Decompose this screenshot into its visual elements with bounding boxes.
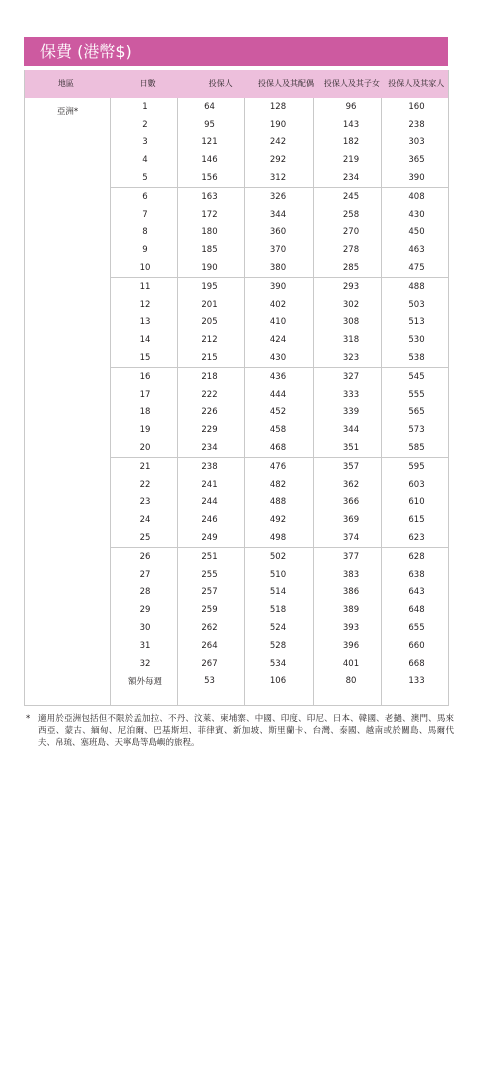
cell-insured: 264 <box>201 640 218 651</box>
cell-insured-children: 96 <box>345 101 357 112</box>
cell-days: 8 <box>142 227 148 238</box>
header-days: 日數 <box>139 79 156 88</box>
cell-insured-spouse: 514 <box>269 587 287 598</box>
cell-days: 20 <box>139 443 151 454</box>
cell-days: 24 <box>139 515 151 526</box>
cell-insured-spouse: 502 <box>269 551 287 562</box>
cell-days: 25 <box>139 533 151 544</box>
table-row <box>110 619 448 637</box>
cell-insured-children: 258 <box>342 209 360 220</box>
table-row <box>110 188 448 206</box>
cell-insured-family: 430 <box>408 209 425 220</box>
cell-insured-spouse: 524 <box>269 623 287 633</box>
cell-insured-children: 245 <box>342 191 360 202</box>
cell-insured: 180 <box>201 227 218 238</box>
table-row <box>110 331 448 349</box>
cell-days: 4 <box>142 155 148 166</box>
cell-insured: 251 <box>201 551 218 562</box>
cell-days: 18 <box>139 407 151 418</box>
cell-insured: 190 <box>201 263 218 274</box>
cell-days: 13 <box>139 317 151 328</box>
cell-insured: 262 <box>201 623 218 633</box>
table-row <box>110 655 448 673</box>
cell-days: 15 <box>139 353 151 364</box>
cell-insured-spouse: 492 <box>269 515 287 526</box>
cell-insured-children: 143 <box>342 119 360 130</box>
cell-insured-family: 615 <box>408 515 425 526</box>
cell-days: 1 <box>142 101 148 112</box>
cell-insured-family: 160 <box>408 101 425 112</box>
cell-insured: 234 <box>201 443 218 454</box>
cell-days: 26 <box>139 551 151 562</box>
cell-insured-spouse: 390 <box>269 281 287 292</box>
table-row <box>110 584 448 602</box>
cell-insured: 229 <box>201 425 218 436</box>
cell-insured-spouse: 326 <box>269 191 287 202</box>
cell-insured-children: 401 <box>342 658 360 669</box>
header-insured: 投保人 <box>208 79 233 88</box>
cell-insured-spouse: 488 <box>269 497 287 508</box>
table-row <box>110 458 448 476</box>
cell-insured-spouse: 424 <box>269 335 287 346</box>
table-row <box>110 439 448 457</box>
cell-insured: 249 <box>201 533 218 544</box>
table-row <box>110 566 448 584</box>
cell-insured-family: 623 <box>408 533 425 544</box>
table-row <box>110 241 448 259</box>
cell-insured-children: 396 <box>342 640 360 651</box>
table-row <box>110 169 448 187</box>
cell-days: 21 <box>139 461 151 472</box>
cell-insured-family: 513 <box>408 317 425 328</box>
table-row <box>110 151 448 169</box>
cell-insured-family: 303 <box>408 137 425 148</box>
cell-insured-family: 643 <box>408 587 425 598</box>
page-title: 保費 (港幣$) <box>24 37 448 66</box>
cell-insured: 64 <box>204 101 215 112</box>
cell-insured-children: 80 <box>345 676 357 687</box>
cell-days: 31 <box>139 640 151 651</box>
cell-insured: 244 <box>201 497 218 508</box>
cell-insured: 257 <box>201 587 218 598</box>
cell-days: 額外每週 <box>127 677 162 688</box>
cell-insured-family: 530 <box>408 335 425 346</box>
cell-insured-spouse: 458 <box>269 425 287 436</box>
cell-insured-spouse: 190 <box>269 119 287 130</box>
cell-insured-children: 362 <box>342 479 360 490</box>
cell-insured-spouse: 482 <box>269 479 287 490</box>
table-row <box>110 673 448 691</box>
cell-insured-spouse: 106 <box>269 676 287 687</box>
cell-insured-children: 357 <box>342 461 360 472</box>
cell-days: 19 <box>139 425 151 436</box>
table-row <box>110 98 448 116</box>
cell-insured-spouse: 402 <box>269 299 287 310</box>
table-row <box>110 278 448 296</box>
cell-insured-family: 503 <box>408 299 425 310</box>
header-region: 地區 <box>57 79 74 88</box>
cell-insured-spouse: 452 <box>269 407 287 418</box>
cell-insured-family: 565 <box>408 407 425 418</box>
table-row <box>110 476 448 494</box>
cell-insured: 163 <box>201 191 218 202</box>
cell-days: 29 <box>139 605 151 616</box>
cell-days: 6 <box>142 191 148 202</box>
cell-days: 2 <box>142 119 148 130</box>
cell-days: 14 <box>139 335 151 346</box>
cell-insured-spouse: 444 <box>269 389 287 400</box>
cell-insured: 222 <box>201 389 218 400</box>
cell-days: 3 <box>142 137 148 148</box>
cell-insured-children: 333 <box>342 389 360 400</box>
row-group <box>110 98 448 188</box>
cell-insured-family: 585 <box>408 443 425 454</box>
cell-insured-spouse: 242 <box>269 137 287 148</box>
cell-insured-family: 488 <box>408 281 425 292</box>
cell-days: 17 <box>139 389 151 400</box>
cell-insured-family: 668 <box>408 658 425 669</box>
table-row <box>110 421 448 439</box>
cell-insured: 156 <box>201 173 218 184</box>
cell-insured-family: 573 <box>408 425 425 436</box>
cell-days: 16 <box>139 371 151 382</box>
cell-insured-children: 278 <box>342 245 360 256</box>
cell-insured-spouse: 498 <box>269 533 287 544</box>
cell-insured-children: 374 <box>342 533 360 544</box>
cell-insured: 146 <box>201 155 218 166</box>
cell-insured-children: 344 <box>342 425 360 436</box>
table-row <box>110 314 448 332</box>
cell-insured-family: 595 <box>408 461 425 472</box>
cell-insured: 195 <box>201 281 218 292</box>
cell-insured-children: 308 <box>342 317 360 328</box>
cell-insured-spouse: 528 <box>269 640 287 651</box>
cell-insured-spouse: 468 <box>269 443 287 454</box>
cell-insured-family: 390 <box>408 173 425 184</box>
cell-days: 9 <box>142 245 148 256</box>
table-row <box>110 116 448 134</box>
table-row <box>110 601 448 619</box>
cell-insured: 267 <box>201 658 218 669</box>
header-insured-children: 投保人及其子女 <box>323 79 380 88</box>
premium-table <box>24 70 449 706</box>
cell-insured-family: 238 <box>408 119 425 130</box>
cell-insured-family: 133 <box>408 676 425 687</box>
cell-insured-family: 610 <box>408 497 425 508</box>
cell-insured-children: 383 <box>342 569 360 580</box>
cell-days: 7 <box>142 209 148 220</box>
cell-insured-family: 660 <box>408 640 425 651</box>
cell-insured-family: 450 <box>408 227 425 238</box>
cell-insured-children: 302 <box>342 299 360 310</box>
cell-days: 28 <box>139 587 151 598</box>
cell-insured: 255 <box>201 569 218 580</box>
cell-insured-spouse: 510 <box>269 569 287 580</box>
row-group <box>110 278 448 368</box>
cell-insured-children: 327 <box>342 371 360 382</box>
cell-insured-family: 628 <box>408 551 425 562</box>
table-row <box>110 548 448 566</box>
cell-insured-children: 366 <box>342 497 360 508</box>
row-group <box>110 548 448 690</box>
cell-insured-children: 389 <box>342 605 360 616</box>
cell-insured-children: 270 <box>342 227 360 238</box>
header-insured-family: 投保人及其家人 <box>388 79 445 88</box>
cell-insured: 212 <box>201 335 218 346</box>
footnote <box>24 713 454 749</box>
table-row <box>110 224 448 242</box>
table-row <box>110 637 448 655</box>
cell-days: 22 <box>139 479 151 490</box>
row-group <box>110 458 448 548</box>
cell-insured-family: 603 <box>408 479 425 490</box>
cell-days: 10 <box>139 263 151 274</box>
cell-insured-children: 234 <box>342 173 360 184</box>
cell-insured-spouse: 436 <box>269 371 287 382</box>
cell-days: 12 <box>139 299 151 310</box>
cell-insured-family: 545 <box>408 371 425 382</box>
cell-days: 23 <box>139 497 151 508</box>
cell-insured-spouse: 128 <box>269 101 287 112</box>
cell-insured: 185 <box>201 245 218 256</box>
cell-insured-spouse: 476 <box>269 461 287 472</box>
cell-insured-family: 475 <box>408 263 425 274</box>
cell-insured-children: 285 <box>342 263 360 274</box>
cell-insured-children: 219 <box>342 155 360 166</box>
cell-insured-spouse: 292 <box>269 155 287 166</box>
cell-insured-family: 538 <box>408 353 425 364</box>
cell-days: 11 <box>139 281 151 292</box>
cell-days: 5 <box>142 173 148 184</box>
table-row <box>110 529 448 547</box>
table-row <box>110 494 448 512</box>
cell-insured: 215 <box>201 353 218 364</box>
table-row <box>110 386 448 404</box>
cell-insured-children: 351 <box>342 443 360 454</box>
cell-insured: 259 <box>201 605 218 616</box>
cell-insured-family: 365 <box>408 155 425 166</box>
cell-insured-spouse: 380 <box>269 263 287 274</box>
table-row <box>110 404 448 422</box>
cell-insured: 172 <box>201 209 218 220</box>
cell-insured: 201 <box>201 299 218 310</box>
cell-insured: 226 <box>201 407 218 418</box>
cell-insured-spouse: 410 <box>269 317 287 328</box>
cell-insured-children: 339 <box>342 407 360 418</box>
cell-insured-family: 463 <box>408 245 425 256</box>
cell-insured-spouse: 518 <box>269 605 287 616</box>
cell-insured: 121 <box>201 137 218 148</box>
cell-insured-spouse: 370 <box>269 245 287 256</box>
footnote-text: 適用於亞洲包括但不限於孟加拉、不丹、汶萊、柬埔寨、中國、印度、印尼、日本、韓國、老撾、澳門、馬來西亞、蒙古、緬甸、尼泊爾、巴基斯坦、菲律賓、新加坡、斯里蘭卡、台灣、泰國、越南或於關島、馬爾代夫、帛琉、塞班島、天寧島等島嶼的旅程。 <box>38 714 454 748</box>
row-group <box>110 368 448 458</box>
cell-insured-family: 555 <box>408 389 425 400</box>
cell-insured-children: 377 <box>342 551 360 562</box>
cell-insured-children: 386 <box>342 587 360 598</box>
cell-insured-children: 182 <box>342 137 360 148</box>
cell-insured: 53 <box>204 676 215 687</box>
table-row <box>110 511 448 529</box>
header-insured-spouse: 投保人及其配偶 <box>258 79 314 88</box>
cell-insured: 218 <box>201 371 218 382</box>
cell-insured: 205 <box>201 317 218 328</box>
cell-insured: 241 <box>201 479 218 490</box>
cell-insured: 246 <box>201 515 218 526</box>
cell-insured-spouse: 312 <box>269 173 287 184</box>
cell-insured-children: 323 <box>342 353 360 364</box>
table-row <box>110 368 448 386</box>
table-body <box>110 98 448 690</box>
cell-insured-family: 638 <box>408 569 425 580</box>
cell-insured-family: 408 <box>408 191 425 202</box>
table-row <box>110 206 448 224</box>
cell-insured-family: 648 <box>408 605 425 616</box>
cell-insured-spouse: 360 <box>269 227 287 238</box>
cell-insured-family: 655 <box>408 623 425 633</box>
cell-days: 27 <box>139 569 151 580</box>
cell-days: 32 <box>139 658 151 669</box>
cell-days: 30 <box>139 623 151 633</box>
table-row <box>110 296 448 314</box>
cell-insured-spouse: 430 <box>269 353 287 364</box>
table-row <box>110 349 448 367</box>
cell-insured-children: 318 <box>342 335 360 346</box>
cell-insured-children: 393 <box>342 623 360 633</box>
footnote-mark: * <box>26 714 31 724</box>
cell-insured-children: 293 <box>342 281 360 292</box>
cell-insured: 238 <box>201 461 218 472</box>
cell-insured-spouse: 344 <box>269 209 287 220</box>
table-row <box>110 134 448 152</box>
row-group <box>110 188 448 278</box>
cell-insured-spouse: 534 <box>269 658 287 669</box>
table-header-row <box>25 70 448 98</box>
cell-insured-children: 369 <box>342 515 360 526</box>
cell-insured: 95 <box>204 119 215 130</box>
region-label: 亞洲* <box>56 107 79 117</box>
table-row <box>110 259 448 277</box>
